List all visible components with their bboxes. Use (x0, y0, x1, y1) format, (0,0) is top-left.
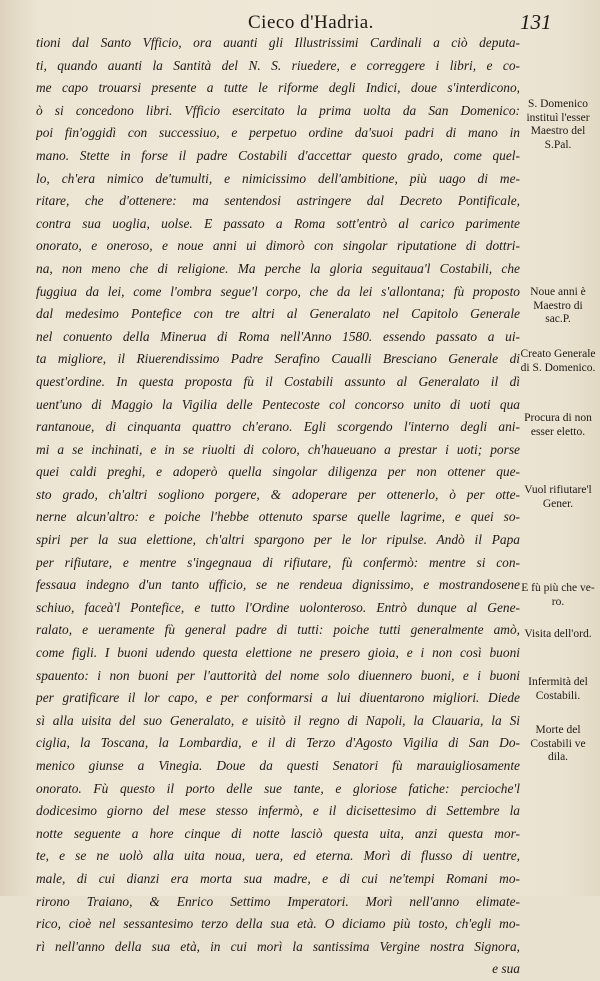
text-line: rì nell'anno della sua età, in cui morì la santissima Vergine nostra Signora, (36, 938, 520, 954)
text-line: ralato, e ueramente fù general padre di tutti: poiche tutti generalmente amò, (36, 622, 520, 638)
margin-note: Procura di non esser eletto. (524, 412, 592, 438)
text-line: per rifiutare, e mentre s'ingegnaua di rifiutare, fù confermò: mentre si con- (36, 554, 520, 570)
text-line: sto grado, ch'altri sogliono porgere, & adoperare per ottenerlo, ò per otte- (36, 486, 520, 502)
margin-note: Vuol rifiutare'l Gener. (524, 484, 592, 510)
text-line: nerne alcun'altro: e poiche l'hebbe ottenuto sparse quelle lagrime, e quei so- (36, 509, 520, 525)
text-line: schiuo, faceà'l Pontefice, e tutto l'Ordine uolonteroso. Entrò dunque al Gene- (36, 599, 520, 615)
text-line: come figli. I buoni udendo questa elettione ne presero gioia, e i non così buoni (36, 645, 520, 661)
text-line: me capo trouarsi presente a tutte le riforme degli Indici, doue s'interdicono, (36, 80, 520, 96)
text-line: ò si concedono libri. Vfficio esercitato la prima uolta da San Domenico: (36, 102, 520, 118)
text-line: rantanoue, di cinquanta quattro ch'erano. Egli scorgendo l'interno degli ani- (36, 419, 520, 435)
text-line: per gratificare il lor capo, e per conformarsi a lui diuentarono migliori. Diede (36, 690, 520, 706)
text-line: onorato, e oneroso, e noue anni ui dimorò con singolar riputatione di dottri- (36, 238, 520, 254)
text-line: quest'ordine. In questa proposta fù il Costabili assunto al Generalato il dì (36, 373, 520, 389)
text-line: fuggiua da lei, come l'ombra segue'l corpo, che da lei s'allontana; fù proposto (36, 283, 520, 299)
margin-note: Noue anni è Maestro di sac.P. (530, 286, 586, 325)
text-line: na, non meno che di religione. Ma perche la gloria seguitaua'l Costabili, che (36, 260, 520, 276)
text-line: poi fin'oggidì con successiuo, e perpetuo ordine da'suoi padri di mano in (36, 125, 520, 141)
text-line-catchword: e sua (492, 961, 520, 977)
text-line: te, e se ne uolò alla uita noua, uera, ed eterna. Morì di flusso di uentre, (36, 848, 520, 864)
text-line: male, di cui dianzi era morta sua madre, e di cui ne'tempi Romani mo- (36, 870, 520, 886)
text-line: dodicesimo giorno del mese stesso infermò, e il dicisettesimo di Settembre la (36, 803, 520, 819)
text-line: mi a se inchinati, e in se riuolti di coloro, ch'haueuano a prestar i uoti; porse (36, 441, 520, 457)
text-line: spiri per la sua elettione, ch'altri spargono per le lor ripulse. Andò il Papa (36, 532, 520, 548)
text-line: tioni dal Santo Vfficio, ora auanti gli Illustrissimi Cardinali a ciò deputa- (36, 35, 520, 50)
main-text-block (36, 32, 520, 981)
text-line: dal medesimo Pontefice con tre altri al Generalato nel Capitolo Generale (36, 306, 520, 322)
running-head-title: Cieco d'Hadria. (248, 12, 374, 33)
text-line: fessaua indegno d'un tanto ufficio, se ne rendeua dignissimo, e mostrandosene (36, 577, 520, 593)
margin-note: Morte del Costabili ve dila. (530, 724, 586, 763)
text-line: ciglia, la Toscana, la Lombardia, e il di Terzo d'Agosto Vigilia di San Do- (36, 735, 520, 751)
text-line: rirono Traiano, & Enrico Settimo Imperatori. Morì nell'anno elimate- (36, 893, 520, 909)
margin-note: S. Domenico instituì l'esser Maestro del S.Pal. (526, 98, 590, 151)
text-line: nel conuento della Minerua di Roma nell'Anno 1580. essendo passato a ui- (36, 328, 520, 344)
text-line: onorato. Fù questo il porto delle sue tante, e gloriose fatiche: percioche'l (36, 780, 520, 796)
text-line: contra sua uoglia, uolse. E passato a Roma sott'entrò al carico parimente (36, 215, 520, 231)
text-line: uent'uno di Maggio la Vigilia delle Pentecoste col concorso unito di uoti qua (36, 396, 520, 412)
text-line: rico, cioè nel sessantesimo terzo della sua età. O diciamo più tosto, ch'egli mo- (36, 916, 520, 932)
text-line: spauento: i non buoni per l'auttorità del nome solo diuennero buoni, e i buoni (36, 667, 520, 683)
text-line: mano. Stette in forse il padre Costabili d'accettar questo grado, come quel- (36, 147, 520, 163)
text-line: menico giunse a Vinegia. Doue da questi Senatori fù marauigliosamente (36, 758, 520, 773)
text-line: lo, ch'era nimico de'tumulti, e nimicissimo dell'ambitione, più uago di me- (36, 170, 520, 186)
text-line: notte seguente a hore cinque di notte lasciò questa uita, anzi questa mor- (36, 825, 520, 841)
margin-note: Visita dell'ord. (524, 628, 592, 640)
margin-note: Infermità del Costabili. (528, 676, 588, 702)
margin-note: Creato Generale di S. Domenico. (520, 348, 596, 374)
text-line: sì alla uisita del suo Generalato, e uisitò il regno di Napoli, la Clauaria, la Si (36, 712, 520, 728)
margin-note: E fù più che ve-ro. (521, 582, 595, 608)
text-line: ta migliore, il Riuerendissimo Padre Serafino Caualli Bresciano Generale di (36, 351, 520, 367)
text-line: quei caldi preghi, e adoperò quella singolar diligenza per non ottener que- (36, 464, 520, 480)
page-number: 131 (520, 10, 552, 34)
text-line: ritare, che d'ottenere: ma sentendosi astringere dal Decreto Pontificale, (36, 193, 520, 209)
text-line: ti, quando auanti la Santità del N. S. riuedere, e correggere i libri, e co- (36, 57, 520, 73)
